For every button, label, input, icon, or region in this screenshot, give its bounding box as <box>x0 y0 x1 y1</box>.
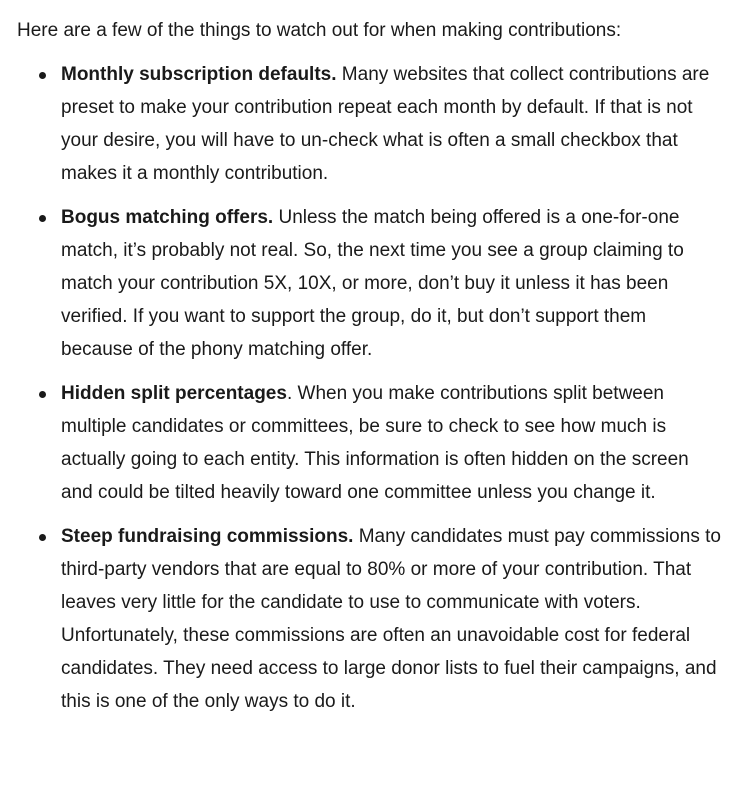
tip-title: Bogus matching offers. <box>61 207 274 228</box>
bullet-icon <box>39 391 46 398</box>
tip-body: Many websites that collect contributions are preset to make your contribution repeat each month by default. If that is not your desire, you will have to un-check what is often a small checkbox that makes it a monthly contribution. <box>61 64 710 184</box>
list-item-bogus-matching <box>17 201 721 366</box>
list-item-steep-commissions <box>17 520 721 718</box>
list-item-hidden-split <box>17 377 721 509</box>
tip-body: Many candidates must pay commissions to third-party vendors that are equal to 80% or more of your contribution. That leaves very little for the candidate to use to communicate with voters. Unfortunately, these commissions are often an unavoidable cost for federal candidates. They need access to large donor lists to fuel their campaigns, and this is one of the only ways to do it. <box>61 526 721 712</box>
intro-paragraph: Here are a few of the things to watch out for when making contributions: <box>17 20 622 41</box>
tip-title: Steep fundraising commissions. <box>61 526 354 547</box>
bullet-icon <box>39 72 46 79</box>
tip-title: Monthly subscription defaults. <box>61 64 337 85</box>
bullet-icon <box>39 534 46 541</box>
list-item-monthly-subscription <box>17 58 721 190</box>
tip-body: . When you make contributions split between multiple candidates or committees, be sure to check to see how much is actually going to each entity. This information is often hidden on the screen and could be tilted heavily toward one committee unless you change it. <box>61 383 689 503</box>
tips-list <box>17 58 721 718</box>
tip-body: Unless the match being offered is a one-for-one match, it’s probably not real. So, the next time you see a group claiming to match your contribution 5X, 10X, or more, don’t buy it unless it has been verified. If you want to support the group, do it, but don’t support them because of the phony matching offer. <box>61 207 684 360</box>
tip-title: Hidden split percentages <box>61 383 287 404</box>
bullet-icon <box>39 215 46 222</box>
